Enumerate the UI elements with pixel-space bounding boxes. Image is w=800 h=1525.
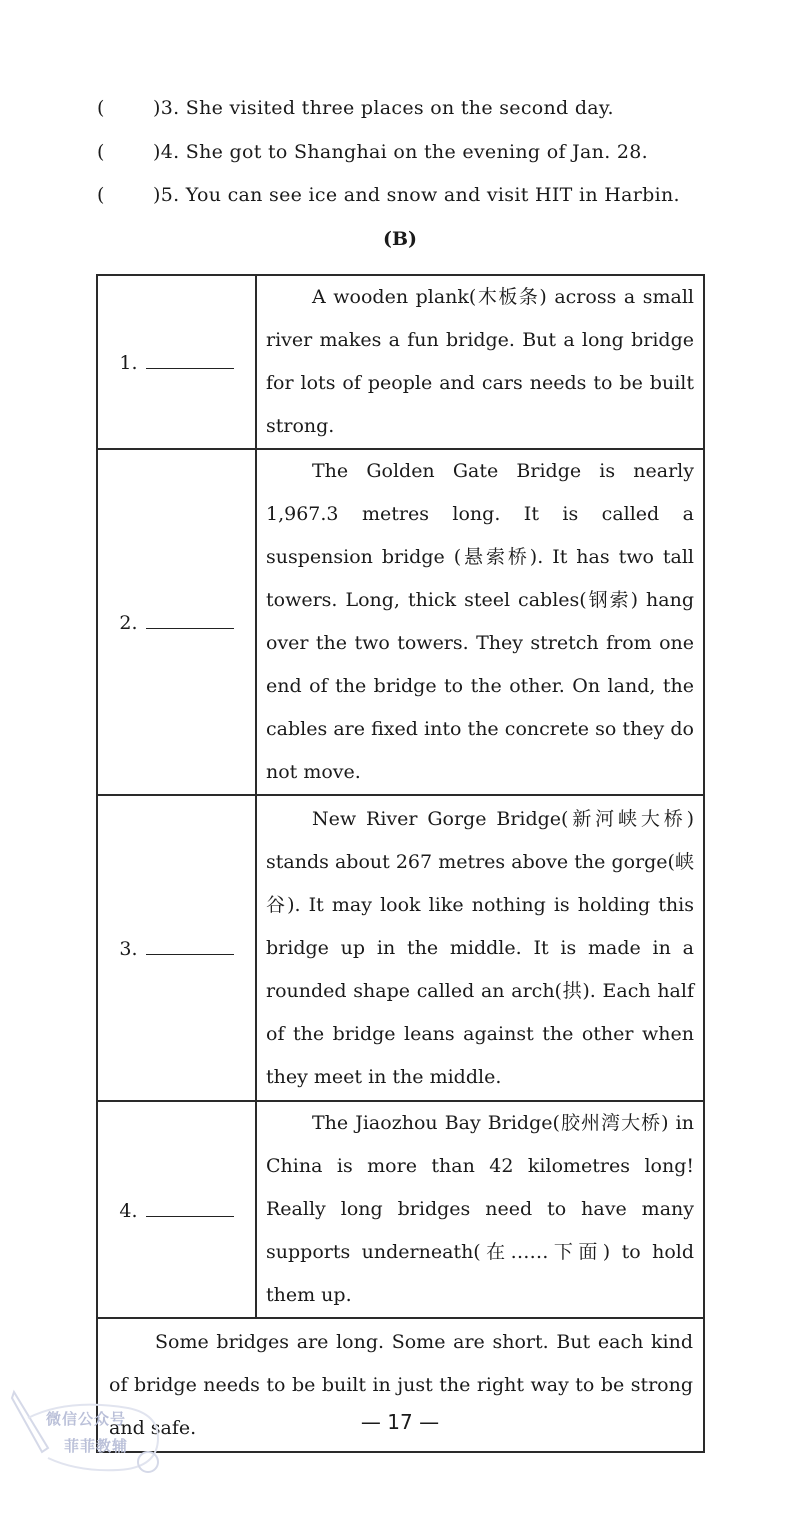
answer-blank[interactable] xyxy=(146,1198,234,1217)
watermark-line1: 微信公众号 xyxy=(46,1410,127,1428)
question-text: )4. She got to Shanghai on the evening of Jan. 28. xyxy=(153,141,648,163)
passage-text: New River Gorge Bridge(新河峡大桥) stands about 267 metres above the gorge(峡谷). It may look like nothing is holding this bridge up in the middle. It is made in a rounded shape called an arch(拱). Each half of the bridge leans against the other when they meet in the middle. xyxy=(266,807,694,1088)
passage-text: The Jiaozhou Bay Bridge(胶州湾大桥) in China is more than 42 kilometres long! Really long bridges need to have many supports underneath(在……下面) to hold them up. xyxy=(266,1112,694,1306)
passage-text: A wooden plank(木板条) across a small river makes a fun bridge. But a long bridge for lots of people and cars needs to be built strong. xyxy=(266,286,694,437)
label-cell xyxy=(97,1101,256,1318)
question-4 xyxy=(97,141,648,163)
answer-paren[interactable]: ( xyxy=(97,141,105,163)
answer-paren[interactable]: ( xyxy=(97,184,105,206)
label-cell xyxy=(97,795,256,1101)
table-row xyxy=(97,795,704,1101)
watermark-pen-icon xyxy=(8,1388,168,1478)
answer-blank[interactable] xyxy=(146,610,234,629)
section-title: (B) xyxy=(382,228,418,250)
passage-cell xyxy=(256,795,704,1101)
watermark xyxy=(8,1388,168,1478)
passage-cell xyxy=(256,449,704,795)
row-number: 1. xyxy=(119,352,138,374)
question-3 xyxy=(97,97,614,119)
row-number: 3. xyxy=(119,938,138,960)
table-row xyxy=(97,449,704,795)
answer-paren[interactable]: ( xyxy=(97,97,105,119)
table-row xyxy=(97,275,704,449)
summary-text: Some bridges are long. Some are short. But each kind of bridge needs to be built in just the right way to be strong and safe. xyxy=(109,1330,693,1439)
passage-cell xyxy=(256,1101,704,1318)
label-cell xyxy=(97,449,256,795)
bridge-matching-table xyxy=(96,274,705,1453)
row-number: 4. xyxy=(119,1199,138,1222)
answer-blank[interactable] xyxy=(146,936,234,955)
label-cell xyxy=(97,275,256,449)
passage-text: The Golden Gate Bridge is nearly 1,967.3 metres long. It is called a suspension bridge (悬索桥). It has two tall towers. Long, thick steel cables(钢索) hang over the two towers. They stretch from one end of the bridge to the other. On land, the cables are fixed into the concrete so they do not move. xyxy=(266,460,694,783)
question-5 xyxy=(97,184,680,206)
passage-cell xyxy=(256,275,704,449)
question-text: )5. You can see ice and snow and visit HIT in Harbin. xyxy=(153,184,680,206)
answer-blank[interactable] xyxy=(146,350,234,369)
question-text: )3. She visited three places on the second day. xyxy=(153,97,614,119)
watermark-line2: 菲菲教辅 xyxy=(64,1437,129,1455)
table-row xyxy=(97,1101,704,1318)
page-number: — 17 — xyxy=(360,1410,440,1434)
row-number: 2. xyxy=(119,612,138,634)
